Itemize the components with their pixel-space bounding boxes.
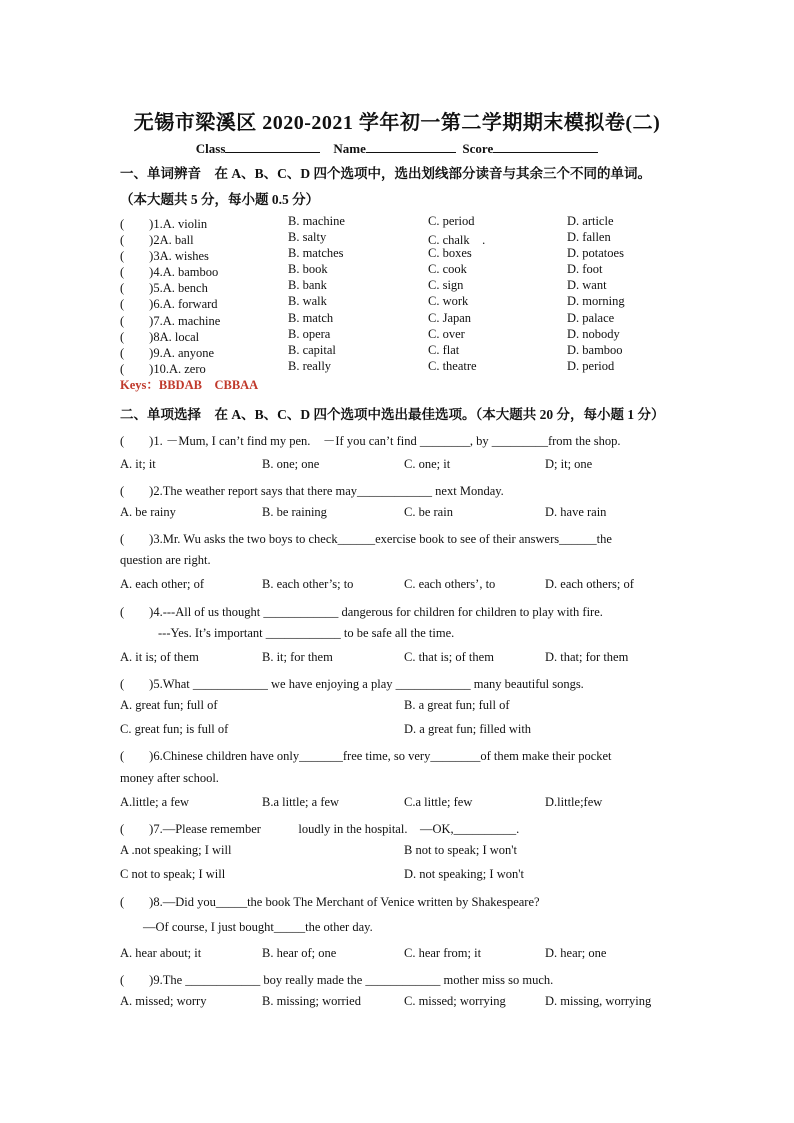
q7-option-a: A .not speaking; I will <box>120 843 232 857</box>
phonics-option-c: C. Japan <box>428 311 472 325</box>
class-label: Class <box>195 141 226 156</box>
question-5: ( )5.What ____________ we have enjoying a play ____________ many beautiful songs. <box>120 677 584 691</box>
section1-heading: 一、单词辨音 在 A、B、C、D 四个选项中，选出划线部分读音与其余三个不同的单词。 <box>120 166 652 181</box>
phonics-option-b: B. salty <box>288 230 327 244</box>
q5-option-c: C. great fun; is full of <box>120 722 229 736</box>
q6-option-c: C.a little; few <box>404 795 473 809</box>
q5-option-b: B. a great fun; full of <box>404 698 510 712</box>
q5-option-a: A. great fun; full of <box>120 698 218 712</box>
q9-option-b: B. missing; worried <box>262 994 361 1008</box>
phonics-option-d: D. want <box>567 278 607 292</box>
phonics-option-c: C. boxes <box>428 246 472 260</box>
phonics-option-c: C. flat <box>428 343 460 357</box>
phonics-q-a: ( )5.A. bench <box>120 281 208 295</box>
q3-option-b: B. each other’s; to <box>262 577 354 591</box>
phonics-q-a: ( )6.A. forward <box>120 297 218 311</box>
question-2: ( )2.The weather report says that there may____________ next Monday. <box>120 484 504 498</box>
phonics-option-d: D. article <box>567 214 614 228</box>
phonics-option-d: D. foot <box>567 262 603 276</box>
answer-keys: Keys：BBDAB CBBAA <box>120 378 259 392</box>
q2-option-b: B. be raining <box>262 505 327 519</box>
question-3-cont: question are right. <box>120 553 211 567</box>
q2-option-d: D. have rain <box>545 505 607 519</box>
name-label: Name <box>333 141 366 156</box>
q5-option-d: D. a great fun; filled with <box>404 722 532 736</box>
student-info-line <box>0 140 794 157</box>
phonics-option-d: D. bamboo <box>567 343 623 357</box>
phonics-option-d: D. morning <box>567 294 625 308</box>
q3-option-c: C. each others’, to <box>404 577 496 591</box>
q1-option-a: A. it; it <box>120 457 156 471</box>
q6-option-b: B.a little; a few <box>262 795 340 809</box>
phonics-option-d: D. nobody <box>567 327 620 341</box>
score-blank[interactable] <box>493 140 598 153</box>
q3-option-a: A. each other; of <box>120 577 204 591</box>
q6-option-a: A.little; a few <box>120 795 190 809</box>
q8-option-a: A. hear about; it <box>120 946 202 960</box>
q8-option-b: B. hear of; one <box>262 946 337 960</box>
question-4-reply: ---Yes. It’s important ____________ to be safe all the time. <box>158 626 455 640</box>
phonics-option-d: D. palace <box>567 311 615 325</box>
q4-option-c: C. that is; of them <box>404 650 494 664</box>
q4-option-b: B. it; for them <box>262 650 333 664</box>
phonics-q-a: ( )3A. wishes <box>120 249 209 263</box>
phonics-option-b: B. really <box>288 359 332 373</box>
section1-subheading: （本大题共 5 分，每小题 0.5 分） <box>120 192 320 207</box>
q1-option-b: B. one; one <box>262 457 320 471</box>
q9-option-c: C. missed; worrying <box>404 994 506 1008</box>
phonics-option-d: D. fallen <box>567 230 611 244</box>
phonics-option-c: C. chalk . <box>428 233 486 247</box>
question-6-cont: money after school. <box>120 771 219 785</box>
question-4: ( )4.---All of us thought ____________ dangerous for children for children to play with fire. <box>120 605 603 619</box>
phonics-q-a: ( )10.A. zero <box>120 362 206 376</box>
question-6: ( )6.Chinese children have only_______free time, so very________of them make their pocket <box>120 749 612 763</box>
score-label: Score <box>462 141 494 156</box>
q1-option-d: D; it; one <box>545 457 593 471</box>
question-8-reply: —Of course, I just bought_____the other day. <box>143 920 373 934</box>
q9-option-a: A. missed; worry <box>120 994 207 1008</box>
question-9: ( )9.The ____________ boy really made the ____________ mother miss so much. <box>120 973 554 987</box>
phonics-option-c: C. over <box>428 327 465 341</box>
phonics-option-b: B. machine <box>288 214 345 228</box>
q8-option-c: C. hear from; it <box>404 946 482 960</box>
phonics-option-b: B. capital <box>288 343 336 357</box>
q4-option-d: D. that; for them <box>545 650 629 664</box>
phonics-q-a: ( )7.A. machine <box>120 314 221 328</box>
phonics-q-a: ( )4.A. bamboo <box>120 265 219 279</box>
q1-option-c: C. one; it <box>404 457 451 471</box>
question-7: ( )7.—Please remember loudly in the hospital. —OK,__________. <box>120 822 520 836</box>
q7-option-b: B not to speak; I won't <box>404 843 518 857</box>
question-3: ( )3.Mr. Wu asks the two boys to check______exercise book to see of their answers______the <box>120 532 612 546</box>
phonics-option-b: B. match <box>288 311 334 325</box>
phonics-q-a: ( )1.A. violin <box>120 217 208 231</box>
class-blank[interactable] <box>225 140 320 153</box>
q4-option-a: A. it is; of them <box>120 650 199 664</box>
phonics-option-c: C. work <box>428 294 469 308</box>
phonics-q-a: ( )8A. local <box>120 330 200 344</box>
phonics-q-a: ( )2A. ball <box>120 233 194 247</box>
phonics-option-b: B. walk <box>288 294 327 308</box>
phonics-option-b: B. book <box>288 262 328 276</box>
question-8: ( )8.—Did you_____the book The Merchant of Venice written by Shakespeare? <box>120 895 540 909</box>
phonics-option-d: D. period <box>567 359 615 373</box>
phonics-q-a: ( )9.A. anyone <box>120 346 215 360</box>
section2-heading: 二、单项选择 在 A、B、C、D 四个选项中选出最佳选项。（本大题共 20 分，每小题 1 分） <box>120 407 665 422</box>
q3-option-d: D. each others; of <box>545 577 634 591</box>
phonics-option-d: D. potatoes <box>567 246 624 260</box>
q9-option-d: D. missing, worrying <box>545 994 652 1008</box>
phonics-option-c: C. period <box>428 214 475 228</box>
q2-option-c: C. be rain <box>404 505 453 519</box>
phonics-option-c: C. cook <box>428 262 467 276</box>
name-blank[interactable] <box>366 140 456 153</box>
question-1: ( )1. －Mum, I can’t find my pen. －If you can’t find ________, by _________from the shop. <box>120 434 621 448</box>
phonics-option-b: B. matches <box>288 246 344 260</box>
q7-option-d: D. not speaking; I won't <box>404 867 524 881</box>
q8-option-d: D. hear; one <box>545 946 607 960</box>
q2-option-a: A. be rainy <box>120 505 176 519</box>
page-title: 无锡市梁溪区 2020-2021 学年初一第二学期期末模拟卷(二) <box>133 112 661 134</box>
phonics-option-b: B. opera <box>288 327 331 341</box>
phonics-option-c: C. theatre <box>428 359 477 373</box>
q6-option-d: D.little;few <box>545 795 603 809</box>
phonics-option-c: C. sign <box>428 278 464 292</box>
phonics-option-b: B. bank <box>288 278 327 292</box>
q7-option-c: C not to speak; I will <box>120 867 226 881</box>
